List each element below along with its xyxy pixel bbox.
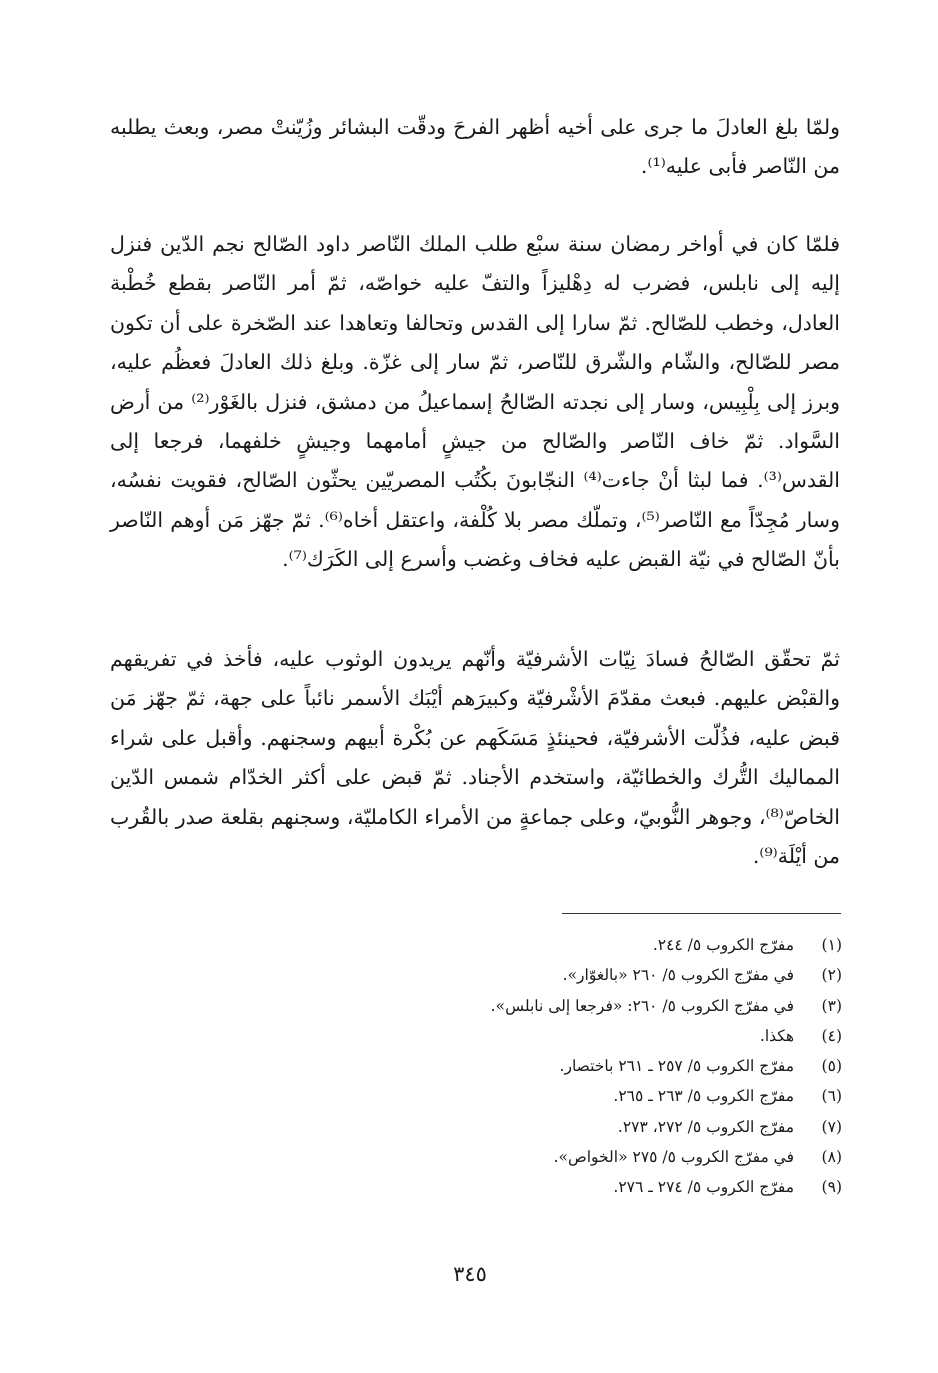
- footnote: [380, 1081, 842, 1111]
- footnote-text: في مفرّج الكروب ٥/ ٢٧٥ «الخواص».: [553, 1148, 794, 1167]
- page-number: ٣٤٥: [453, 1262, 487, 1286]
- footnote: [380, 1142, 842, 1172]
- footnote-text: مفرّج الكروب ٥/ ٢٤٤.: [652, 936, 794, 954]
- footnote: [380, 991, 842, 1021]
- footnote: [380, 1172, 842, 1202]
- paragraph-1: ولمّا بلغ العادلَ ما جرى على أخيه أظهر الفرحَ ودقّت البشائر وزُيّنتْ مصر، وبعث يطلبه من النّاصر فأبى عليه⁽¹⁾.: [110, 115, 840, 179]
- footnote: [380, 1051, 842, 1081]
- footnote-number: (٤): [821, 1026, 842, 1045]
- footnote-text: هكذا.: [759, 1026, 794, 1045]
- footnote: [380, 960, 842, 990]
- footnote-text: في مفرّج الكروب ٥/ ٢٦٠ «بالغوّار».: [562, 966, 794, 985]
- footnote: [380, 930, 842, 960]
- footnote-number: (٩): [821, 1178, 842, 1197]
- footnote-number: (٥): [821, 1057, 842, 1076]
- footnote-text: مفرّج الكروب ٥/ ٢٧٢، ٢٧٣.: [617, 1117, 794, 1136]
- footnote-number: (٢): [821, 966, 842, 985]
- footnote-number: (٣): [821, 996, 842, 1015]
- footnote-text: مفرّج الكروب ٥/ ٢٧٤ ـ ٢٧٦.: [613, 1178, 794, 1197]
- footnote: [380, 1112, 842, 1142]
- paragraph-3: ثمّ تحقّق الصّالحُ فسادَ نِيّات الأشرفيّة وأنّهم يريدون الوثوب عليه، فأخذ في تفريقهم والقبْض عليهم. فبعث مقدّمَ الأشْرفيّة وكبيرَهم أيْبَك الأسمر نائباً على جهة، ثمّ جهّز مَن قبض عليه، فذُلّت الأشرفيّة، فحينئذٍ مَسَكَهم عن بُكْرة أبيهم وسجنهم. وأقبل على شراء المماليك التُّرك والخطائيّة، واستخدم الأجناد. ثمّ قبض على أكثر الخدّام شمس الدّين الخاصّ⁽⁸⁾، وجوهر النُّوبيّ، وعلى جماعةٍ من الأمراء الكامليّة، وسجنهم بقلعة صدر بالقُرب من أيْلَة⁽⁹⁾.: [110, 647, 841, 869]
- footnote-text: في مفرّج الكروب ٥/ ٢٦٠: «فرجعا إلى نابلس».: [490, 996, 794, 1015]
- footnote-text: مفرّج الكروب ٥/ ٢٥٧ ـ ٢٦١ باختصار.: [559, 1057, 794, 1076]
- footnote: [380, 1021, 842, 1051]
- paragraph-2: فلمّا كان في أواخر رمضان سنة سبْع طلب الملك النّاصر داود الصّالح نجم الدّين فنزل إليه إلى نابلس، فضرب له دِهْليزاً والتفّ عليه خواصّه، ثمّ أمر النّاصر بقطع خُطْبة العادل، وخطب للصّالح. ثمّ سارا إلى القدس وتحالفا وتعاهدا عند الصّخرة على أن تكون مصر للصّالح، والشّام والشّرق للنّاصر، ثمّ سار إلى غزّة. وبلغ ذلك العادلَ فعظُم عليه، وبرز إلى بِلْبِيس، وسار إلى نجدته الصّالحُ إسماعيلُ من دمشق، فنزل بالغَوْر⁽²⁾ من أرض السَّواد. ثمّ خاف النّاصر والصّالح من جيشٍ أمامهما وجيشٍ خلفهما، فرجعا إلى القدس⁽³⁾. فما لبثا أنْ جاءت⁽⁴⁾ النجّابونَ بكُتُب المصريّين يحثّون الصّالح، فقويت نفسُه، وسار مُجِدّاً مع النّاصر⁽⁵⁾، وتملّك مصر بلا كُلْفة، واعتقل أخاه⁽⁶⁾. ثمّ جهّز مَن أوهم النّاصر بأنّ الصّالح في نيّة القبض عليه فخاف وغضب وأسرع إلى الكَرَك⁽⁷⁾.: [110, 232, 840, 572]
- footnote-number: (٦): [821, 1087, 842, 1106]
- footnote-number: (١): [821, 936, 842, 954]
- footnote-number: (٧): [821, 1117, 842, 1136]
- footnote-number: (٨): [821, 1148, 842, 1167]
- footnotes: [380, 930, 842, 1203]
- footnote-text: مفرّج الكروب ٥/ ٢٦٣ ـ ٢٦٥.: [613, 1087, 794, 1106]
- footnote-separator: [562, 913, 841, 914]
